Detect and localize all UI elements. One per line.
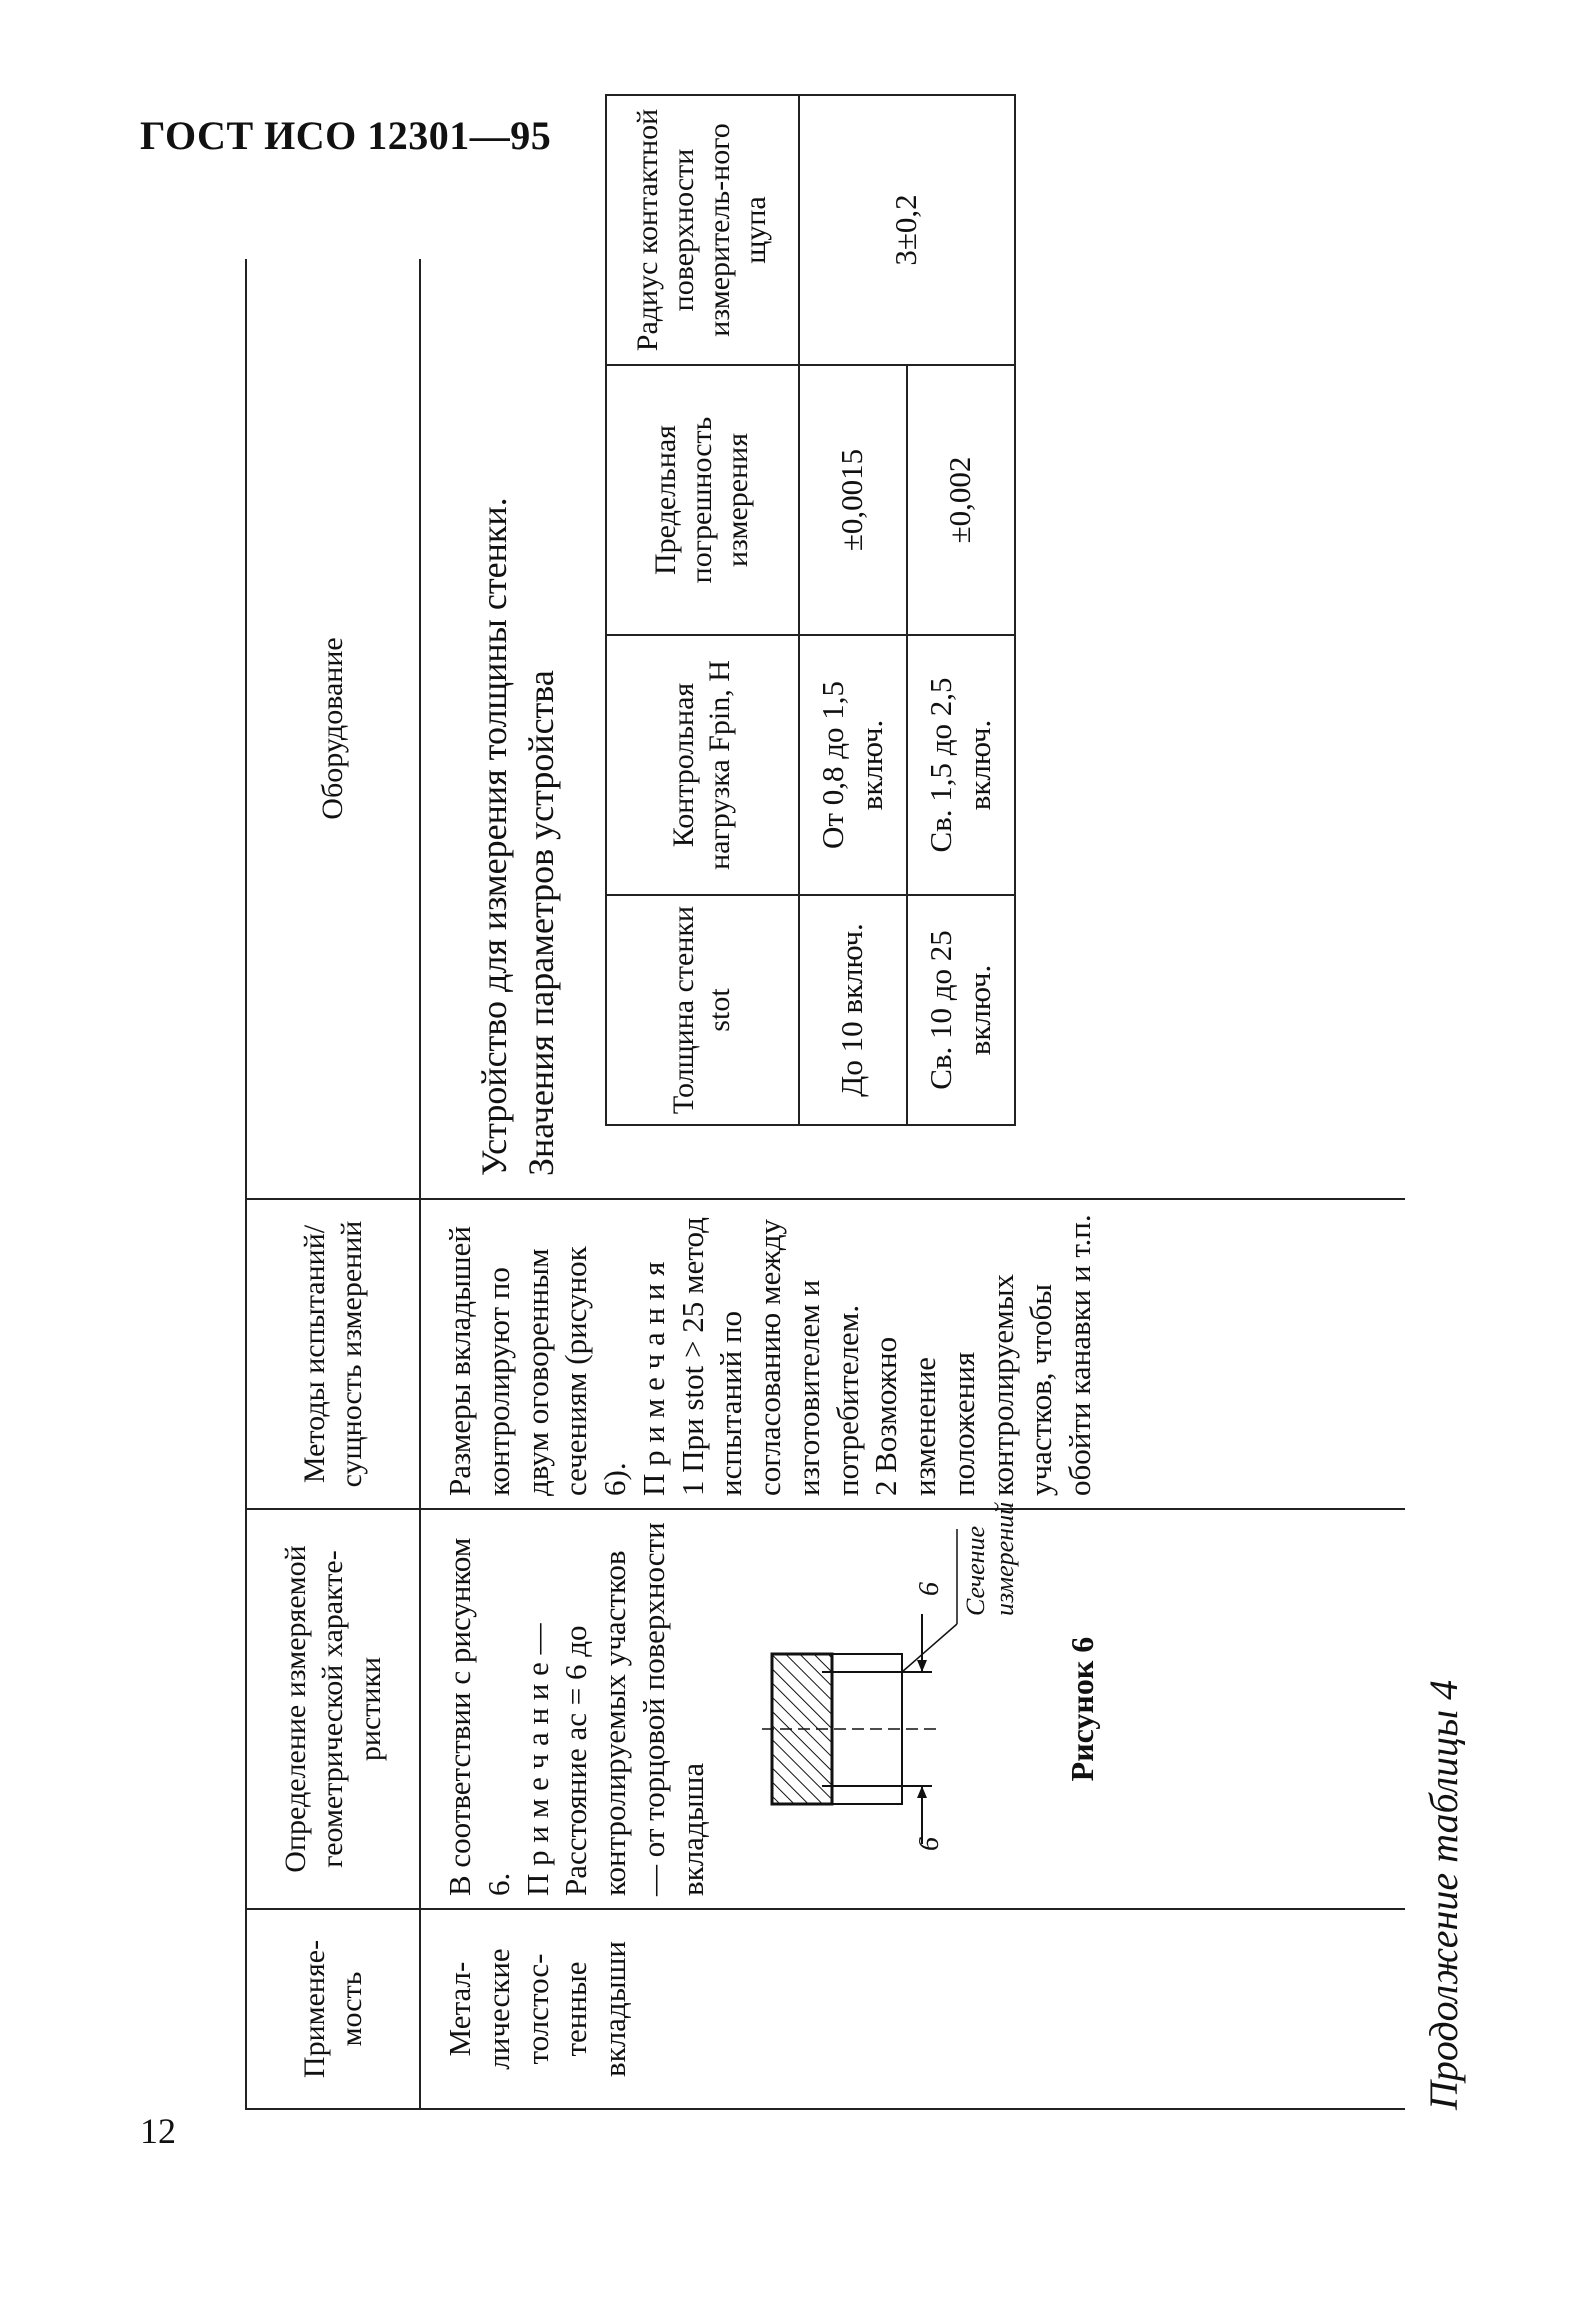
param-header-error: Предельная погрешность измерения (606, 365, 799, 635)
param-header-radius: Радиус контактной поверхности измеритель-ного щупа (606, 95, 799, 365)
cell-definition: В соответствии с рисунком 6. П р и м е ч а н и е — Расстояние aс = 6 до контролируемых участков — от торцовой поверхности вкладыша 6 6 Сечение измерений Рисунок 6 (420, 1509, 1405, 1909)
param-row (799, 95, 907, 1125)
header-applicability: Применяе- мость (246, 1909, 420, 2109)
header-equipment: Оборудование (246, 259, 420, 1199)
dimension-right-label: 6 (914, 1582, 945, 1596)
param-error: ±0,0015 (799, 365, 907, 635)
section-label: Сечение измерений (961, 1501, 1019, 1616)
param-thickness: Св. 10 до 25 включ. (907, 895, 1015, 1125)
figure-caption: Рисунок 6 (1064, 1636, 1100, 1782)
header-methods: Методы испытаний/ сущность измерений (246, 1199, 420, 1509)
param-header-load: Контрольная нагрузка Fpin, Н (606, 635, 799, 895)
table-caption: Продолжение таблицы 4 (1421, 1679, 1466, 2110)
page-number: 12 (140, 2111, 176, 2151)
cell-applicability: Метал- лические толстос- тенные вкладыши (420, 1909, 1405, 2109)
cell-equipment (420, 108, 1405, 1199)
dimension-left-label: 6 (914, 1837, 945, 1851)
equipment-description: Устройство для измерения толщины стенки. Значения параметров устройства (474, 497, 561, 1176)
bushing-section-drawing (742, 1524, 992, 1894)
parameters-table (605, 94, 1016, 1126)
figure-6 (742, 1501, 1102, 1896)
param-header-thickness: Толщина стенки stot (606, 895, 799, 1125)
cell-methods: Размеры вкладышей контролируют по двум оговоренным сечениям (рисунок 6). П р и м е ч а н и я 1 При stot > 25 метод испытаний по согласованию между изготовителем и потребителем. 2 Возможно изменение положения контролируемых участков, чтобы обойти канавки и т.п. (420, 1199, 1405, 1509)
param-load: От 0,8 до 1,5 включ. (799, 635, 907, 895)
param-error: ±0,002 (907, 365, 1015, 635)
param-thickness: До 10 включ. (799, 895, 907, 1125)
param-radius: 3±0,2 (799, 95, 1015, 365)
document-header: ГОСТ ИСО 12301—95 (140, 113, 552, 158)
header-definition: Определение измеряемой геометрической характе- ристики (246, 1509, 420, 1909)
param-load: Св. 1,5 до 2,5 включ. (907, 635, 1015, 895)
